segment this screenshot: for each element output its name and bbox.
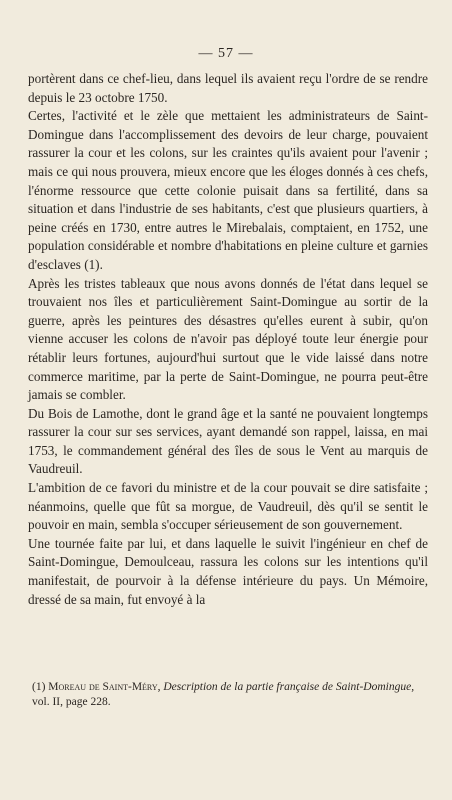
page-number: — 57 — bbox=[198, 46, 254, 61]
paragraph: L'ambition de ce favori du ministre et de la cour pouvait se dire satisfaite ; néanmoins, quelle que fût sa morgue, de Vaudreuil, dès qu'il se sentit le pouvoir en main, sembla s'occuper sérieusement de son gouvernement. bbox=[28, 480, 428, 533]
paragraph: Du Bois de Lamothe, dont le grand âge et la santé ne pouvaient longtemps rassurer la cour sur ses services, ayant demandé son rappel, laissa, en mai 1753, le commandement général des îles de sous le Vent au marquis de Vaudreuil. bbox=[28, 405, 428, 477]
footnote-reference: vol. II, page 228. bbox=[32, 696, 111, 708]
paragraph: Certes, l'activité et le zèle que mettaient les administrateurs de Saint-Domingue dans l'accomplissement des devoirs de leur charge, pouvaient rassurer la cour et les colons, sur les craintes qu'ils avaient pour l'avenir ; mais ce qui nous prouvera, mieux encore que les éloges donnés à ces chefs, l'énorme ressource que cette colonie puisait dans sa fertilité, dans sa situation et dans l'industrie de ses habitants, c'est que plusieurs quartiers, à peine créés en 1730, entre autres le Mirebalais, comptaient, en 1752, une population considérable et nombre d'habitations en pleine culture et garnies d'esclaves (1). bbox=[28, 108, 428, 272]
paragraph: Une tournée faite par lui, et dans laquelle le suivit l'ingénieur en chef de Saint-Domingue, Demoulceau, rassura les colons sur les intentions qu'il manifestait, de pourvoir à la défense intérieure du pays. Un Mémoire, dressé de sa main, fut envoyé à la bbox=[28, 535, 428, 607]
footnote-marker: (1) bbox=[32, 681, 46, 693]
footnote bbox=[32, 680, 422, 710]
paragraph: portèrent dans ce chef-lieu, dans lequel ils avaient reçu l'ordre de se rendre depuis le 23 octobre 1750. bbox=[28, 71, 428, 105]
footnote-author: Moreau de Saint-Méry, bbox=[48, 681, 161, 693]
footnote-title: Description de la partie française de Saint-Domingue, bbox=[163, 681, 415, 693]
paragraph: Après les tristes tableaux que nous avons donnés de l'état dans lequel se trouvaient nos îles et particulièrement Saint-Domingue au sortir de la guerre, après les peintures des désastres qu'elles eurent à subir, qu'on vienne accuser les colons de n'avoir pas déployé toute leur énergie pour rétablir leurs fortunes, aujourd'hui surtout que le vide laissé dans notre commerce maritime, par la perte de Saint-Domingue, ne pourra peut-être jamais se combler. bbox=[28, 275, 428, 403]
body-text bbox=[28, 70, 428, 609]
